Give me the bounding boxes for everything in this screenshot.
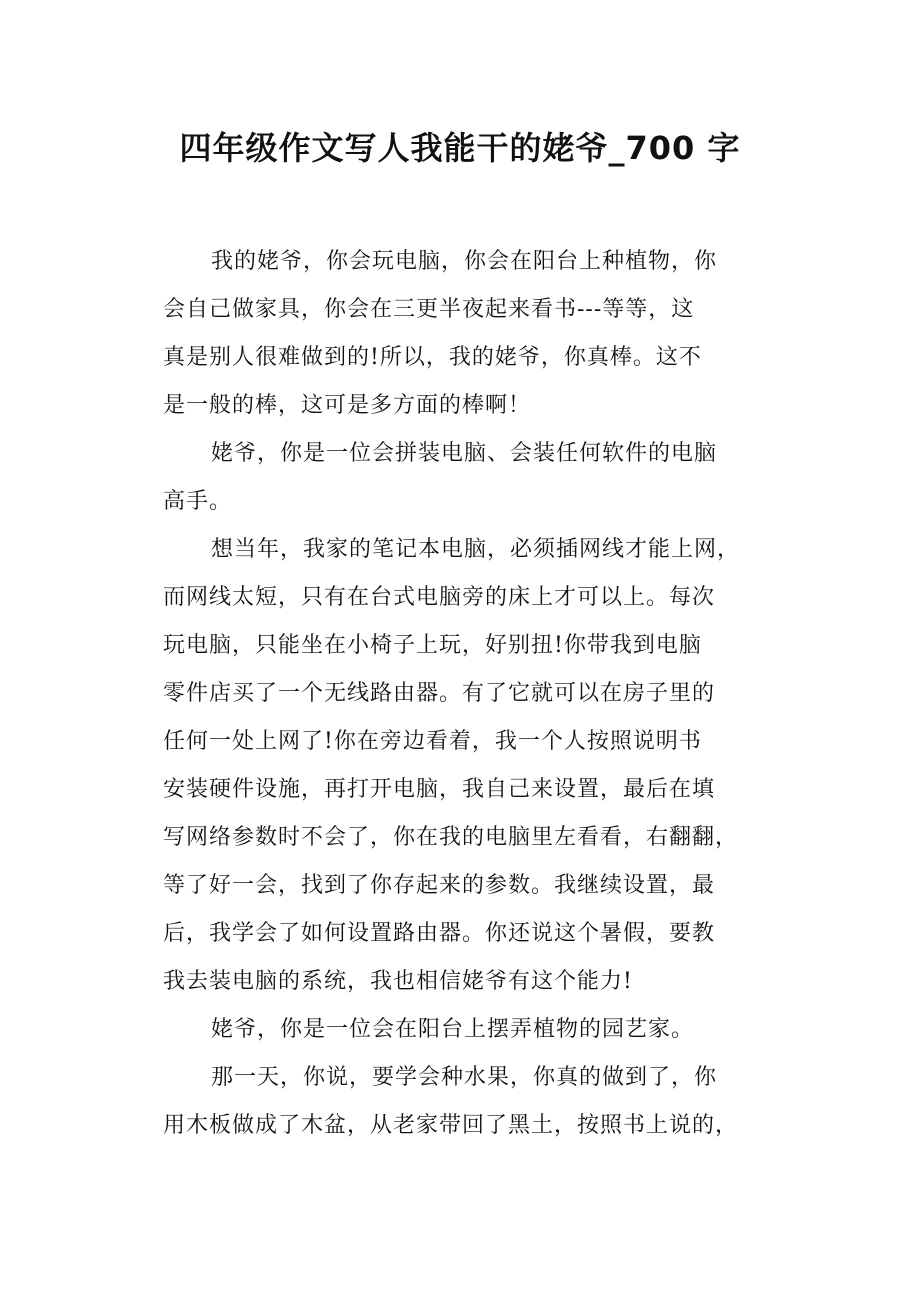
paragraph-line: 写网络参数时不会了，你在我的电脑里左看看，右翻翻， — [163, 825, 739, 850]
paragraph-line: 等了好一会，找到了你存起来的参数。我继续设置，最 — [163, 873, 716, 898]
document-title: 四年级作文写人我能干的姥爷_700 字 — [179, 129, 741, 167]
paragraph-line: 姥爷，你是一位会在阳台上摆弄植物的园艺家。 — [211, 1017, 695, 1042]
paragraph-line: 姥爷，你是一位会拼装电脑、会装任何软件的电脑 — [211, 441, 718, 466]
paragraph-line: 是一般的棒，这可是多方面的棒啊！ — [163, 393, 532, 418]
paragraph-line: 后，我学会了如何设置路由器。你还说这个暑假，要教 — [163, 921, 716, 946]
paragraph-line: 会自己做家具，你会在三更半夜起来看书---等等，这 — [163, 297, 695, 322]
paragraph-line: 高手。 — [163, 489, 233, 514]
paragraph-line: 安装硬件设施，再打开电脑，我自己来设置，最后在填 — [163, 777, 716, 802]
paragraph-line: 想当年，我家的笔记本电脑，必须插网线才能上网， — [211, 537, 741, 562]
paragraph-line: 我去装电脑的系统，我也相信姥爷有这个能力! — [163, 969, 633, 994]
document-body — [163, 238, 763, 1150]
paragraph-line: 任何一处上网了!你在旁边看着，我一个人按照说明书 — [163, 729, 702, 754]
paragraph-line: 玩电脑，只能坐在小椅子上玩，好别扭!你带我到电脑 — [163, 633, 702, 658]
paragraph-line: 用木板做成了木盆，从老家带回了黑土，按照书上说的， — [163, 1113, 739, 1138]
paragraph-line: 那一天，你说，要学会种水果，你真的做到了，你 — [211, 1065, 718, 1090]
paragraph-line: 而网线太短，只有在台式电脑旁的床上才可以上。每次 — [163, 585, 716, 610]
paragraph-line: 真是别人很难做到的!所以，我的姥爷，你真棒。这不 — [163, 345, 702, 370]
paragraph-line: 零件店买了一个无线路由器。有了它就可以在房子里的 — [163, 681, 716, 706]
paragraph-line: 我的姥爷，你会玩电脑，你会在阳台上种植物，你 — [211, 249, 718, 274]
